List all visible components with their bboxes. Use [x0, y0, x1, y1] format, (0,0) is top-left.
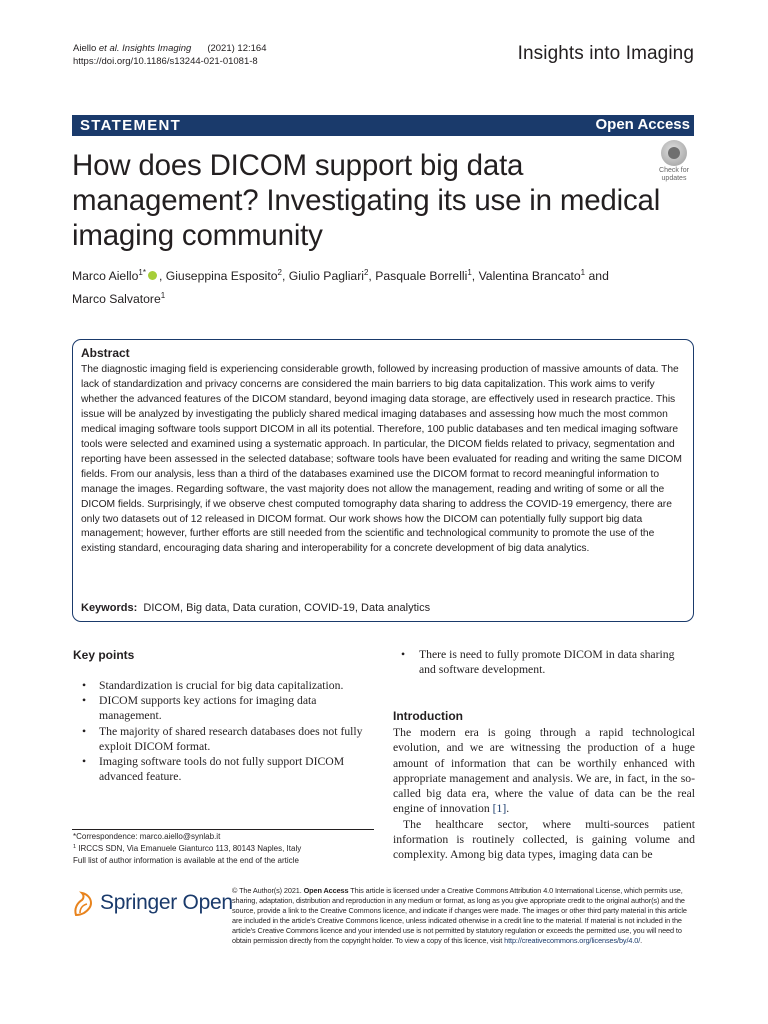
abstract-text: The diagnostic imaging field is experiencing considerable growth, followed by increasing production of massive amounts of data. The lack of standardization and privacy concerns are considered the main barriers to big data capitalization. This work aims to verify whether the advanced features of the DICOM standard, beyond imaging data storage, are effectively used in research practice. This issue will be analyzed by investigating the publicly shared medical imaging databases and assessing how much the most common medical imaging software tools support DICOM in all its potential. Therefore, 100 public databases and ten medical imaging software tools were selected and examined using a systematic approach. In particular, the DICOM fields related to privacy, segmentation and reporting have been assessed in the selected database; software tools have been evaluated for reading and writing the same DICOM fields. From our analysis, less than a third of the databases examined use the DICOM format to record meaningful information to manage the images. Regarding software, the vast majority does not allow the management, reading and writing of some or all the DICOM fields. Surprisingly, if we observe chest computed tomography data sharing to address the COVID-19 emergency, there are only two datasets out of 12 released in DICOM format. Our work shows how the DICOM can potentially fully support big data management; however, further efforts are still needed from the scientific and technological community to promote the use of the existing standard, encouraging data sharing and interoperability for a concrete development of big data analytics.	[81, 364, 682, 555]
keywords	[81, 601, 687, 616]
key-points-heading: Key points	[73, 648, 135, 662]
open-access-label: Open Access	[595, 116, 690, 133]
logo-open: Open	[182, 891, 233, 914]
list-item: • Standardization is crucial for big data capitalization.	[82, 678, 374, 693]
license-text	[232, 886, 695, 947]
orcid-icon[interactable]	[148, 271, 157, 280]
springer-open-logo	[100, 891, 233, 915]
intro-text-end: .	[506, 802, 510, 816]
keywords-label: Keywords:	[81, 602, 138, 614]
author-name[interactable]: Marco Salvatore	[72, 292, 161, 306]
author-name[interactable]: Giuseppina Esposito	[165, 269, 278, 283]
list-item: • DICOM supports key actions for imaging data management.	[82, 693, 374, 723]
license-open-access: Open Access	[303, 886, 349, 895]
author-affiliation: 2	[363, 268, 369, 277]
introduction-paragraph-1	[393, 725, 695, 817]
citation-link[interactable]: [1]	[492, 802, 507, 816]
introduction-heading: Introduction	[393, 709, 463, 723]
footnote-divider	[72, 829, 374, 830]
author-affiliation: 2	[277, 268, 282, 277]
article-type-label: STATEMENT	[80, 117, 182, 134]
statement-banner	[72, 115, 694, 136]
author-name[interactable]: Marco Aiello	[72, 269, 139, 283]
citation-year: (2021) 12:164	[207, 43, 267, 54]
correspondence-email[interactable]: *Correspondence: marco.aiello@synlab.it	[73, 832, 221, 841]
key-points-list-continued	[401, 647, 694, 677]
abstract-heading: Abstract	[81, 346, 130, 360]
affiliation-address: IRCCS SDN, Via Emanuele Gianturco 113, 80143 Naples, Italy	[76, 844, 302, 854]
citation-journal: Insights Imaging	[122, 43, 192, 54]
license-link[interactable]: http://creativecommons.org/licenses/by/4.0/	[504, 936, 641, 946]
author-affiliation: 1	[467, 268, 472, 277]
list-item: • The majority of shared research databases does not fully exploit DICOM format.	[82, 724, 374, 754]
introduction-paragraph-2: The healthcare sector, where multi-sources patient information is routinely collected, is gaining volume and complexity. Among big data types, imaging data can be	[393, 817, 695, 862]
article-title: How does DICOM support big data management? Investigating its use in medical imaging community	[72, 149, 661, 252]
logo-springer: Springer	[100, 891, 177, 914]
author-list: Marco Aiello$^{1*}$ , Giuseppina Esposito$^2$, Giulio Pagliari$^2$, Pasquale Borrelli$^1$, Valentina Brancato$^1$ and Marco Salvatore$^1$	[72, 268, 609, 306]
license-end: .	[640, 936, 643, 946]
keywords-list: DICOM, Big data, Data curation, COVID-19, Data analytics	[143, 602, 431, 614]
list-item: • There is need to fully promote DICOM in data sharing and software development.	[401, 647, 694, 677]
author-name[interactable]: Giulio Pagliari	[288, 269, 364, 283]
author-info-note: Full list of author information is available at the end of the article	[73, 855, 299, 865]
key-points-list	[82, 678, 374, 784]
citation-authors: Aiello	[73, 43, 97, 54]
check-updates-icon	[661, 140, 687, 166]
journal-name: Insights into Imaging	[517, 43, 694, 64]
author-affiliation: 1	[580, 268, 586, 277]
license-body: This article is licensed under a Creative Commons Attribution 4.0 International License, which permits use, sharing, adaptation, distribution and reproduction in any medium or format, as long as you give appropriate credit to the original author(s) and the source, provide a link to the Creative Commons licence, and indicate if changes were made. The images or other third party material in this article are included in the article's Creative Commons licence, unless indicated otherwise in a credit line to the material. If material is not included in the article's Creative Commons licence and your intended use is not permitted by statutory regulation or exceeds the permitted use, you will need to obtain permission directly from the copyright holder. To view a copy of this licence, visit	[232, 886, 687, 946]
check-for-updates-button[interactable]	[653, 140, 695, 182]
author-name[interactable]: Pasquale Borrelli	[375, 269, 468, 283]
citation-etal: et al.	[98, 43, 120, 54]
list-item: • Imaging software tools do not fully support DICOM advanced feature.	[82, 754, 374, 784]
check-updates-line2: updates	[661, 175, 687, 182]
introduction-body	[393, 725, 695, 863]
author-name[interactable]: Valentina Brancato	[478, 269, 581, 283]
author-affiliation: 1*	[138, 268, 146, 277]
license-copyright: © The Author(s) 2021.	[232, 886, 304, 895]
affiliation-number: 1	[73, 844, 77, 851]
doi-link[interactable]: https://doi.org/10.1186/s13244-021-01081-8	[73, 56, 258, 67]
citation-header	[73, 42, 267, 68]
check-updates-line1: Check for	[659, 167, 689, 174]
footnotes	[73, 831, 378, 866]
intro-text: The modern era is going through a rapid technological evolution, and we are witnessing the production of a huge amount of information that can be worthily enhanced with appropriate management and analysis. We are, in fact, in the so-called big data era, where the value of data can be the real engine of innovation	[393, 726, 695, 816]
author-affiliation: 1	[160, 291, 166, 300]
springer-horse-icon	[72, 891, 94, 917]
